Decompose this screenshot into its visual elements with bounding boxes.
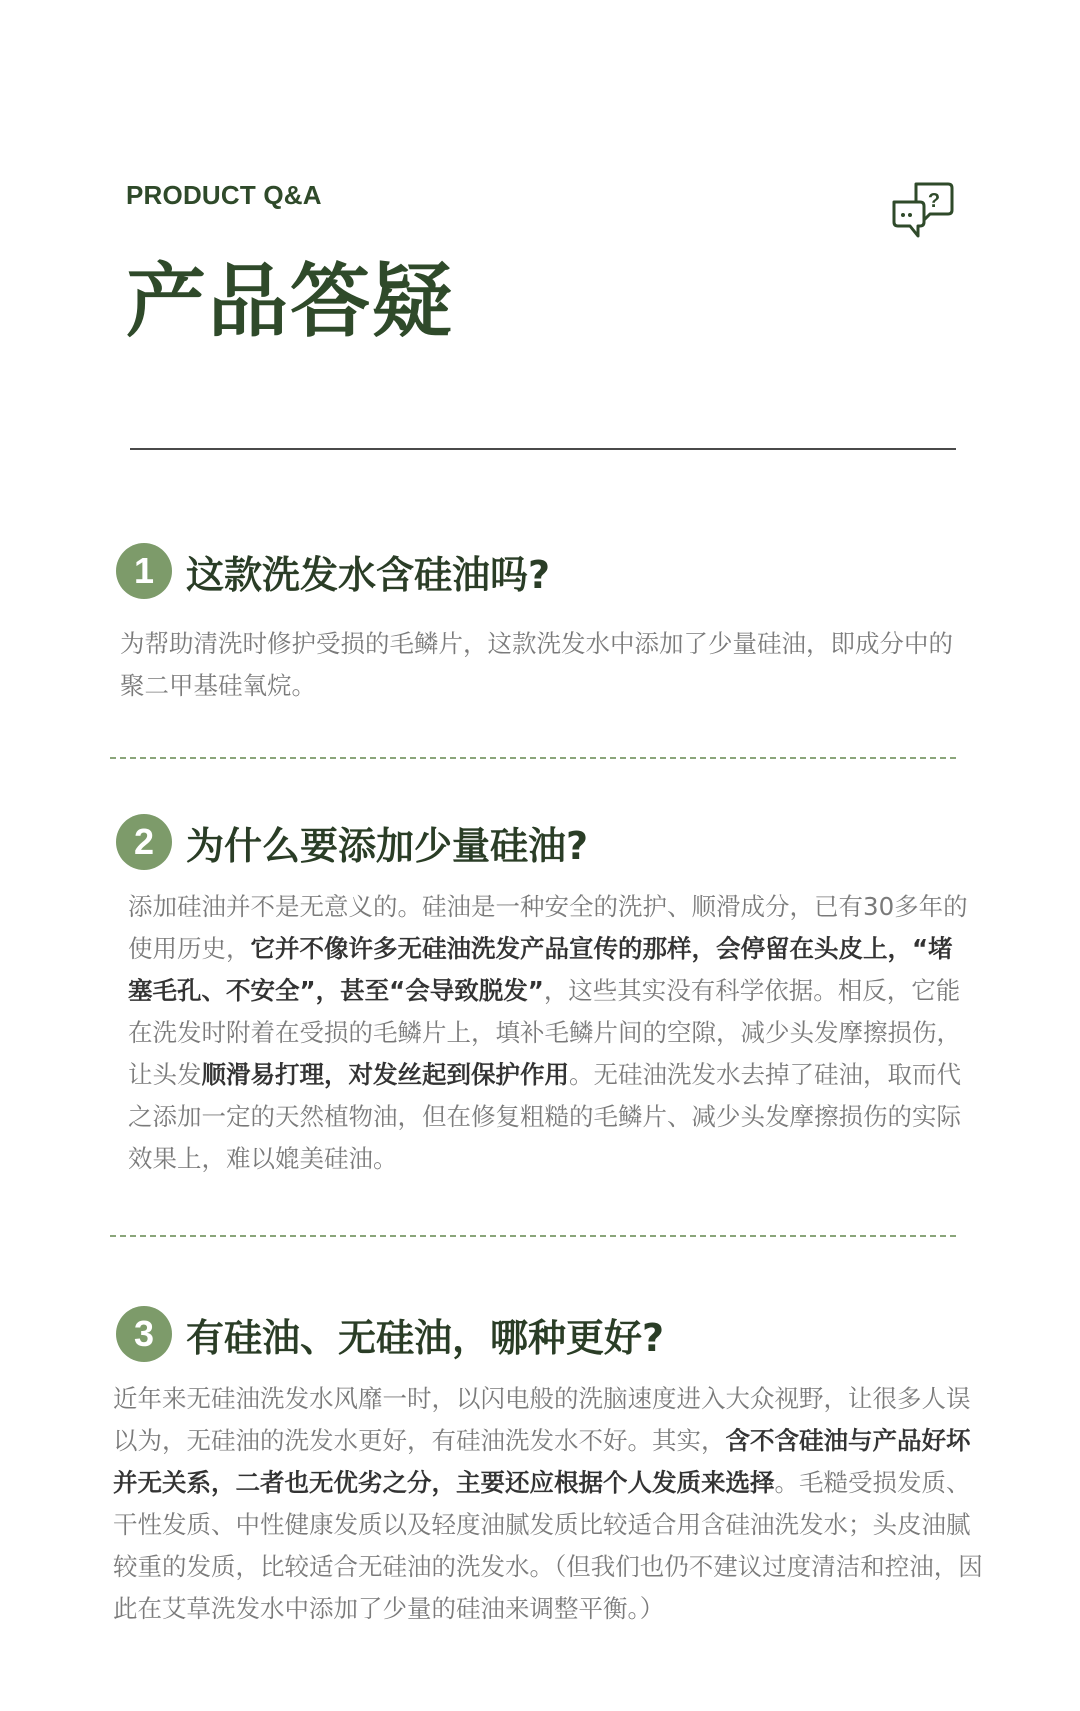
answer-segment: ，这些其实没有科学依据。相反，它能在洗发时附着在受损的毛鳞片上，填补毛鳞片间的空隙，减少头发摩擦损伤，让头发 — [128, 976, 961, 1089]
answer-segment: 为帮助清洗时修护受损的毛鳞片，这款洗发水中添加了少量硅油，即成分中的聚二甲基硅氧烷。 — [120, 629, 953, 700]
svg-text:?: ? — [927, 190, 941, 212]
chat-question-icon — [890, 180, 954, 240]
answer-segment: 。毛糙受损发质、干性发质、中性健康发质以及轻度油腻发质比较适合用含硅油洗发水；头皮油腻较重的发质，比较适合无硅油的洗发水。（但我们也仍不建议过度清洁和控油，因此在艾草洗发水中添加了少量的硅油来调整平衡。） — [113, 1468, 983, 1623]
answer-emphasis: 它并不像许多无硅油洗发产品宣传的那样，会停留在头皮上，“堵塞毛孔、不安全”，甚至“会导致脱发” — [128, 934, 953, 1005]
question-number-badge: 1 — [116, 543, 172, 599]
section-divider — [110, 757, 956, 759]
question-text: 有硅油、无硅油，哪种更好? — [186, 1315, 665, 1360]
answer-text — [113, 1378, 983, 1630]
answer-emphasis: 含不含硅油与产品好坏并无关系，二者也无优劣之分，主要还应根据个人发质来选择 — [113, 1426, 971, 1497]
answer-text — [120, 623, 966, 707]
page-subtitle: PRODUCT Q&A — [126, 180, 322, 210]
answer-segment: 近年来无硅油洗发水风靡一时，以闪电般的洗脑速度进入大众视野，让很多人误以为，无硅油的洗发水更好，有硅油洗发水不好。其实， — [113, 1384, 971, 1455]
question-text: 这款洗发水含硅油吗? — [186, 552, 551, 597]
title-divider — [130, 448, 956, 450]
question-row — [116, 1306, 664, 1362]
answer-segment: 。无硅油洗发水去掉了硅油，取而代之添加一定的天然植物油，但在修复粗糙的毛鳞片、减少头发摩擦损伤的实际效果上，难以媲美硅油。 — [128, 1060, 961, 1173]
question-number-badge: 2 — [116, 814, 172, 870]
answer-segment: 添加硅油并不是无意义的。硅油是一种安全的洗护、顺滑成分，已有30多年的使用历史， — [128, 892, 968, 963]
answer-emphasis: 顺滑易打理，对发丝起到保护作用 — [201, 1060, 569, 1089]
question-row — [116, 814, 588, 870]
question-row — [116, 543, 550, 599]
question-text: 为什么要添加少量硅油? — [186, 823, 589, 868]
answer-text — [128, 886, 974, 1180]
question-number-badge: 3 — [116, 1306, 172, 1362]
section-divider — [110, 1235, 956, 1237]
page-title: 产品答疑 — [126, 255, 454, 348]
